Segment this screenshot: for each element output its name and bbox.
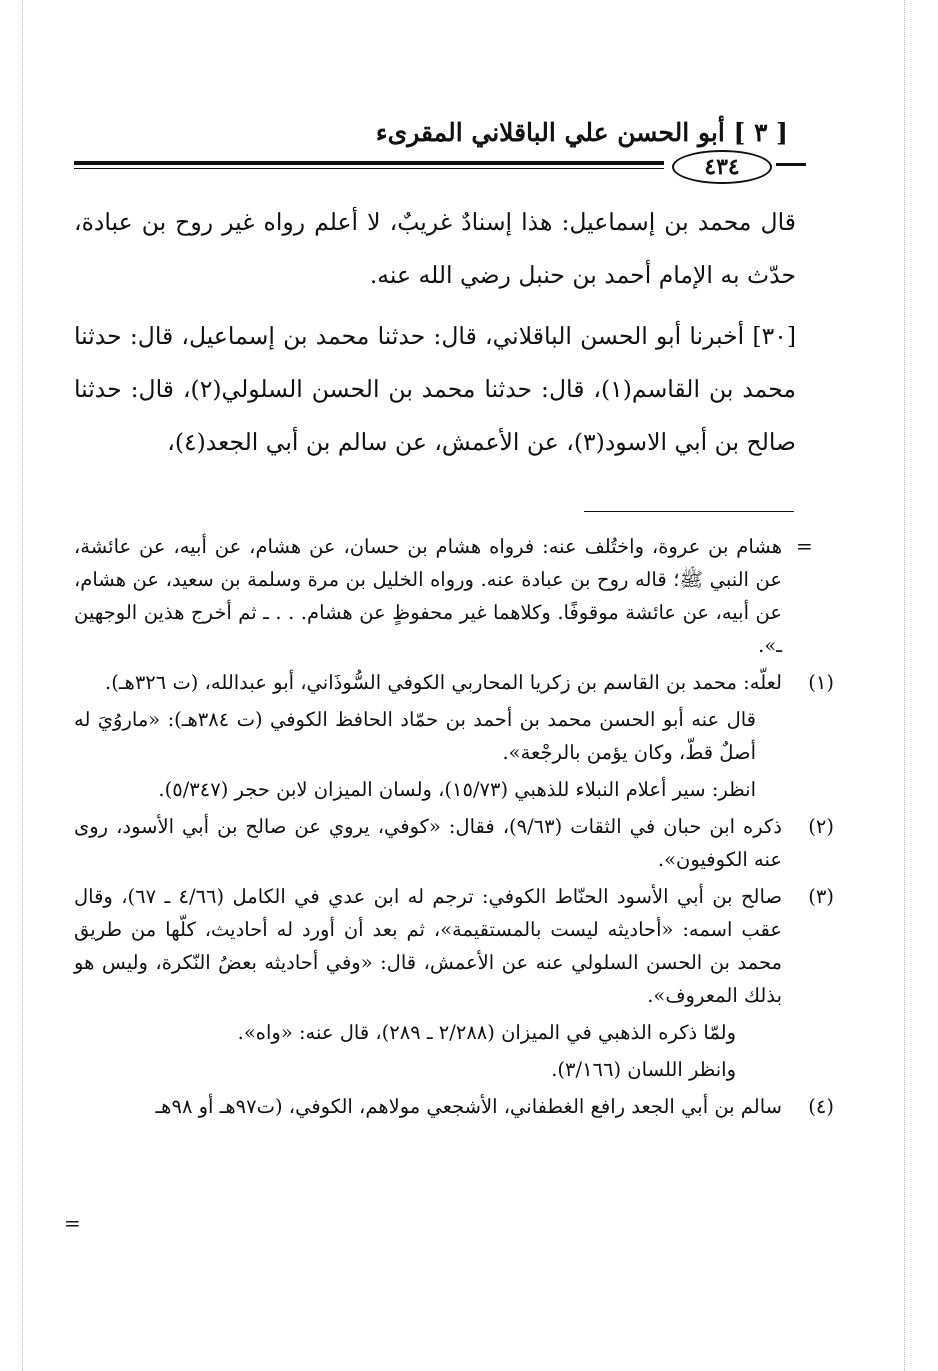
header-rule-thick xyxy=(74,161,664,165)
footnote-separator xyxy=(584,511,794,512)
footnote-2 xyxy=(74,810,834,876)
page-number: ٤٣٤ xyxy=(672,150,772,184)
header-rule-right xyxy=(776,163,806,166)
footnote-3-para-3: وانظر اللسان (٣/١٦٦). xyxy=(551,1058,736,1081)
header-rule-thin xyxy=(74,168,664,169)
left-edge-dots xyxy=(22,0,23,1371)
running-header: [ ٣ ] أبو الحسن علي الباقلاني المقرىء xyxy=(375,118,788,147)
footnote-3-para-2: ولمّا ذكره الذهبي في الميزان (٢/٢٨٨ ـ ٢٨٩)، قال عنه: «واه». xyxy=(237,1021,736,1044)
footnote-2-text: ذكره ابن حبان في الثقات (٩/٦٣)، فقال: «كوفي، يروي عن صالح بن أبي الأسود، روى عنه الكوفيون». xyxy=(74,815,782,871)
footnote-4-text: سالم بن أبي الجعد رافع الغطفاني، الأشجعي مولاهم، الكوفي، (ت٩٧هـ أو ٩٨هـ xyxy=(155,1095,782,1118)
footnote-4-continuation-mark: = xyxy=(64,1211,81,1235)
footnote-2-number: (٢) xyxy=(808,815,834,838)
footnote-4 xyxy=(74,1090,834,1123)
main-text xyxy=(74,196,796,469)
right-edge-dots xyxy=(904,0,905,1371)
footnote-3 xyxy=(74,880,834,1012)
footnote-1-number: (١) xyxy=(808,671,834,694)
continuation-mark: = xyxy=(796,534,813,558)
footnote-1 xyxy=(74,666,834,699)
paragraph-1: قال محمد بن إسماعيل: هذا إسنادٌ غريبٌ، لا أعلم رواه غير روح بن عبادة، حدّث به الإمام أحمد بن حنبل رضي الله عنه. xyxy=(74,208,796,289)
footnote-1-para-2: قال عنه أبو الحسن محمد بن أحمد بن حمّاد الحافظ الكوفي (ت ٣٨٤هـ): «ماروُيَ له أصلٌ قطّ، وكان يؤمن بالرجْعة». xyxy=(74,708,756,764)
footnote-1-text: لعلّه: محمد بن القاسم بن زكريا المحاربي الكوفي السُّوذَاني، أبو عبدالله، (ت ٣٢٦هـ). xyxy=(105,671,782,694)
footnotes xyxy=(74,530,834,1127)
footnote-3-number: (٣) xyxy=(808,885,834,908)
paragraph-2: [٣٠] أخبرنا أبو الحسن الباقلاني، قال: حدثنا محمد بن إسماعيل، قال: حدثنا محمد بن القاسم(١)، قال: حدثنا محمد بن الحسن السلولي(٢)، قال: حدثنا صالح بن أبي الاسود(٣)، عن الأعمش، عن سالم بن أبي الجعد(٤)، xyxy=(74,322,797,456)
footnote-4-number: (٤) xyxy=(808,1095,834,1118)
footnote-continuation: هشام بن عروة، واختُلف عنه: فرواه هشام بن حسان، عن هشام، عن أبيه، عن عائشة، عن النبي ﷺ؛ قاله روح بن عبادة عنه. ورواه الخليل بن مرة وسلمة بن سعيد، عن هشام، عن أبيه، عن عائشة موقوفًا. وكلاهما غير محفوظٍ عن هشام. . . ـ ثم أخرج هذين الوجهين ـ». xyxy=(74,535,782,657)
footnote-1-para-3: انظر: سير أعلام النبلاء للذهبي (١٥/٧٣)، ولسان الميزان لابن حجر (٥/٣٤٧). xyxy=(158,778,756,801)
footnote-3-text: صالح بن أبي الأسود الحنّاط الكوفي: ترجم له ابن عدي في الكامل (٤/٦٦ ـ ٦٧)، وقال عقب اسمه: «أحاديثه ليست بالمستقيمة»، ثم بعد أن أورد له أحاديث، كلّها من طريق محمد بن الحسن السلولي عنه عن الأعمش، قال: «وفي أحاديثه بعضُ النّكرة، وليس هو بذلك المعروف». xyxy=(74,885,782,1007)
